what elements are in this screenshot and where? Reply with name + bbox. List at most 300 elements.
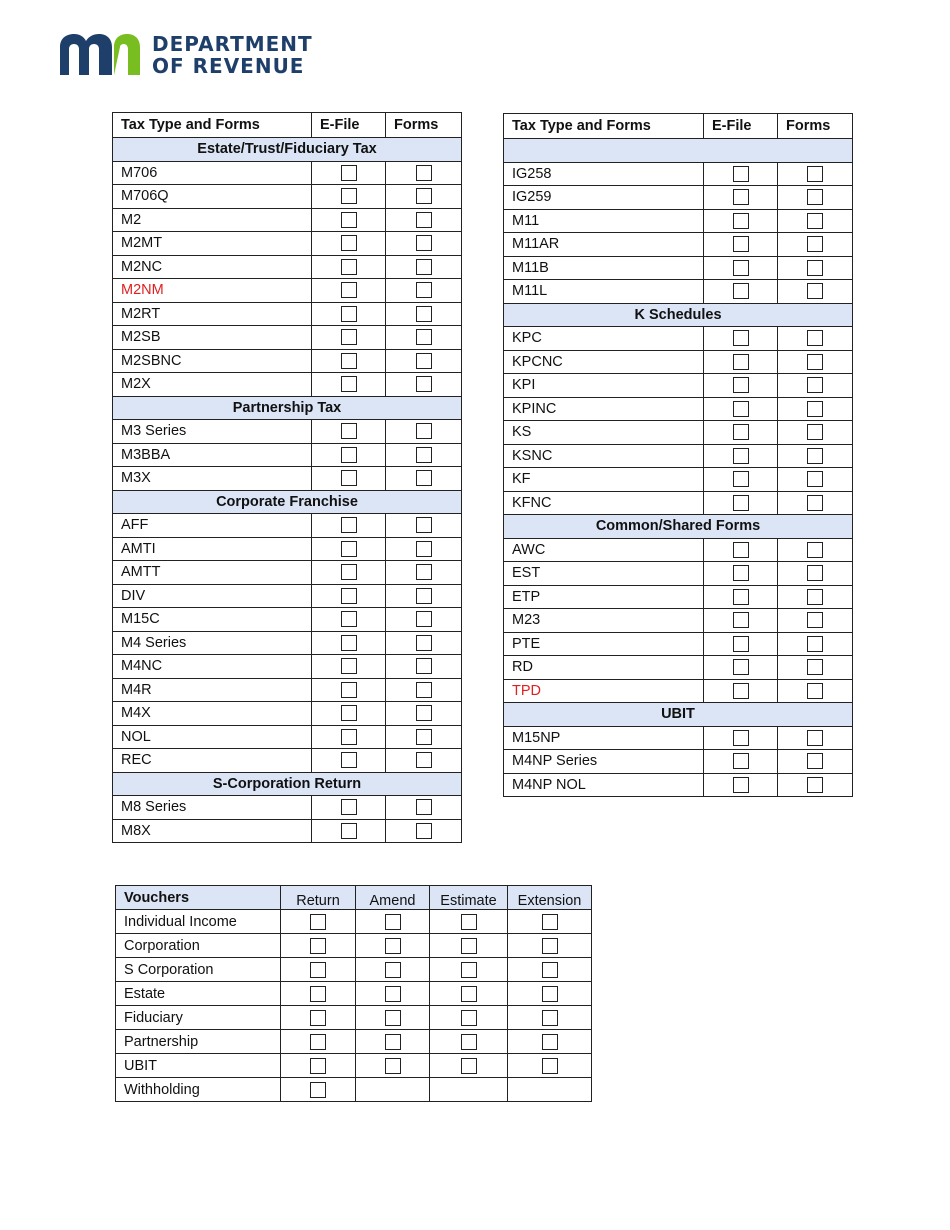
voucher-row: [116, 982, 592, 1006]
efile-checkbox[interactable]: [341, 729, 357, 745]
return-cell: [281, 1030, 356, 1054]
efile-cell: [704, 374, 778, 398]
forms-cell: [386, 537, 462, 561]
estimate-checkbox[interactable]: [461, 914, 477, 930]
forms-checkbox[interactable]: [807, 659, 823, 675]
vouchers-header: Vouchers: [116, 886, 281, 910]
amend-header: Amend: [356, 886, 430, 910]
efile-checkbox[interactable]: [341, 423, 357, 439]
efile-cell: [704, 421, 778, 445]
form-name: TPD: [504, 679, 704, 703]
efile-checkbox[interactable]: [733, 330, 749, 346]
efile-checkbox[interactable]: [341, 447, 357, 463]
efile-checkbox[interactable]: [341, 823, 357, 839]
voucher-row: [116, 1054, 592, 1078]
forms-cell: [386, 443, 462, 467]
return-checkbox[interactable]: [310, 938, 326, 954]
estimate-cell: [430, 982, 508, 1006]
forms-checkbox[interactable]: [416, 306, 432, 322]
amend-checkbox[interactable]: [385, 914, 401, 930]
forms-cell: [778, 397, 853, 421]
forms-checkbox[interactable]: [416, 470, 432, 486]
form-row: [113, 279, 462, 303]
amend-cell: [356, 958, 430, 982]
form-name: IG258: [504, 162, 704, 186]
forms-cell: [778, 562, 853, 586]
form-row: [113, 373, 462, 397]
forms-checkbox[interactable]: [807, 753, 823, 769]
form-name: M11: [504, 209, 704, 233]
efile-checkbox[interactable]: [733, 260, 749, 276]
forms-checkbox[interactable]: [807, 377, 823, 393]
efile-cell: [312, 326, 386, 350]
forms-checkbox[interactable]: [416, 752, 432, 768]
forms-checkbox[interactable]: [807, 636, 823, 652]
form-row: [113, 796, 462, 820]
section-header-row: [113, 138, 462, 162]
forms-cell: [386, 161, 462, 185]
form-row: [504, 233, 853, 257]
form-row: [504, 538, 853, 562]
form-name: M2MT: [113, 232, 312, 256]
estimate-cell: [430, 1006, 508, 1030]
forms-checkbox[interactable]: [807, 260, 823, 276]
forms-cell: [386, 420, 462, 444]
forms-cell: [386, 373, 462, 397]
form-name: AMTI: [113, 537, 312, 561]
forms-cell: [386, 349, 462, 373]
return-cell: [281, 1006, 356, 1030]
estimate-checkbox[interactable]: [461, 938, 477, 954]
extension-checkbox[interactable]: [542, 938, 558, 954]
amend-cell: [356, 1054, 430, 1078]
form-name: M4 Series: [113, 631, 312, 655]
extension-cell: [508, 910, 592, 934]
efile-checkbox[interactable]: [341, 517, 357, 533]
efile-checkbox[interactable]: [733, 495, 749, 511]
form-name: M4R: [113, 678, 312, 702]
form-name: M3X: [113, 467, 312, 491]
return-checkbox[interactable]: [310, 962, 326, 978]
voucher-row: [116, 958, 592, 982]
forms-checkbox[interactable]: [807, 354, 823, 370]
estimate-header: Estimate: [430, 886, 508, 910]
form-row: [113, 702, 462, 726]
efile-cell: [312, 725, 386, 749]
form-name: EST: [504, 562, 704, 586]
forms-checkbox[interactable]: [416, 259, 432, 275]
form-name: KPI: [504, 374, 704, 398]
efile-checkbox[interactable]: [341, 705, 357, 721]
forms-cell: [778, 656, 853, 680]
efile-cell: [312, 702, 386, 726]
col-header-efile: E-File: [312, 113, 386, 138]
forms-checkbox[interactable]: [416, 188, 432, 204]
form-name: M3 Series: [113, 420, 312, 444]
efile-cell: [704, 632, 778, 656]
efile-checkbox[interactable]: [733, 612, 749, 628]
form-row: [504, 468, 853, 492]
forms-cell: [778, 374, 853, 398]
forms-checkbox[interactable]: [416, 282, 432, 298]
logo-line1: DEPARTMENT: [152, 32, 313, 56]
efile-checkbox[interactable]: [341, 635, 357, 651]
return-checkbox[interactable]: [310, 1058, 326, 1074]
efile-checkbox[interactable]: [341, 188, 357, 204]
form-row: [504, 726, 853, 750]
form-name: M2RT: [113, 302, 312, 326]
extension-checkbox[interactable]: [542, 986, 558, 1002]
efile-checkbox[interactable]: [341, 329, 357, 345]
efile-checkbox[interactable]: [733, 166, 749, 182]
col-header-efile: E-File: [704, 114, 778, 139]
efile-checkbox[interactable]: [733, 213, 749, 229]
form-name: AFF: [113, 514, 312, 538]
extension-checkbox[interactable]: [542, 1034, 558, 1050]
efile-checkbox[interactable]: [733, 401, 749, 417]
efile-cell: [312, 678, 386, 702]
forms-checkbox[interactable]: [416, 329, 432, 345]
efile-checkbox[interactable]: [341, 259, 357, 275]
forms-checkbox[interactable]: [416, 682, 432, 698]
forms-cell: [386, 561, 462, 585]
efile-cell: [704, 209, 778, 233]
forms-checkbox[interactable]: [416, 541, 432, 557]
form-row: [113, 161, 462, 185]
return-checkbox[interactable]: [310, 914, 326, 930]
forms-cell: [386, 255, 462, 279]
estimate-cell: [430, 1078, 508, 1102]
forms-cell: [386, 631, 462, 655]
voucher-row: [116, 1078, 592, 1102]
section-title: S-Corporation Return: [113, 772, 462, 796]
efile-cell: [704, 397, 778, 421]
form-row: [504, 209, 853, 233]
forms-checkbox[interactable]: [807, 166, 823, 182]
section-header-row: [113, 772, 462, 796]
form-row: [504, 397, 853, 421]
efile-cell: [704, 750, 778, 774]
forms-checkbox[interactable]: [416, 564, 432, 580]
section-header-row: [504, 703, 853, 727]
forms-checkbox[interactable]: [807, 283, 823, 299]
efile-cell: [312, 655, 386, 679]
return-checkbox[interactable]: [310, 1082, 326, 1098]
estimate-checkbox[interactable]: [461, 1010, 477, 1026]
forms-checkbox[interactable]: [416, 611, 432, 627]
forms-cell: [386, 702, 462, 726]
return-checkbox[interactable]: [310, 1034, 326, 1050]
right-forms-table: [503, 113, 853, 797]
form-name: M2NC: [113, 255, 312, 279]
form-name: ETP: [504, 585, 704, 609]
form-row: [113, 749, 462, 773]
efile-checkbox[interactable]: [733, 189, 749, 205]
form-row: [113, 584, 462, 608]
form-row: [504, 585, 853, 609]
efile-checkbox[interactable]: [733, 636, 749, 652]
forms-cell: [386, 725, 462, 749]
vouchers-table: [115, 885, 592, 1102]
form-name: RD: [504, 656, 704, 680]
efile-checkbox[interactable]: [733, 471, 749, 487]
efile-cell: [704, 679, 778, 703]
form-name: KS: [504, 421, 704, 445]
forms-checkbox[interactable]: [416, 705, 432, 721]
forms-checkbox[interactable]: [416, 165, 432, 181]
forms-checkbox[interactable]: [807, 471, 823, 487]
efile-checkbox[interactable]: [341, 564, 357, 580]
form-name: AMTT: [113, 561, 312, 585]
efile-checkbox[interactable]: [733, 424, 749, 440]
efile-checkbox[interactable]: [733, 542, 749, 558]
efile-checkbox[interactable]: [341, 165, 357, 181]
form-name: M11B: [504, 256, 704, 280]
extension-checkbox[interactable]: [542, 962, 558, 978]
section-header-row: [504, 139, 853, 163]
form-name: M4NP Series: [504, 750, 704, 774]
extension-cell: [508, 1030, 592, 1054]
forms-checkbox[interactable]: [416, 447, 432, 463]
efile-checkbox[interactable]: [341, 611, 357, 627]
forms-checkbox[interactable]: [807, 777, 823, 793]
form-name: M3BBA: [113, 443, 312, 467]
section-header-row: [113, 396, 462, 420]
efile-checkbox[interactable]: [341, 306, 357, 322]
form-row: [113, 467, 462, 491]
efile-cell: [312, 631, 386, 655]
efile-cell: [704, 350, 778, 374]
efile-checkbox[interactable]: [341, 541, 357, 557]
form-row: [504, 491, 853, 515]
forms-checkbox[interactable]: [416, 588, 432, 604]
forms-checkbox[interactable]: [807, 612, 823, 628]
forms-checkbox[interactable]: [807, 424, 823, 440]
form-row: [504, 374, 853, 398]
form-name: KFNC: [504, 491, 704, 515]
amend-checkbox[interactable]: [385, 1058, 401, 1074]
efile-checkbox[interactable]: [733, 565, 749, 581]
amend-checkbox[interactable]: [385, 1034, 401, 1050]
forms-cell: [386, 819, 462, 843]
extension-checkbox[interactable]: [542, 914, 558, 930]
section-title: UBIT: [504, 703, 853, 727]
efile-checkbox[interactable]: [733, 683, 749, 699]
efile-cell: [312, 819, 386, 843]
efile-cell: [704, 562, 778, 586]
form-name: M2NM: [113, 279, 312, 303]
forms-cell: [778, 233, 853, 257]
forms-checkbox[interactable]: [416, 212, 432, 228]
form-row: [504, 656, 853, 680]
form-name: KPINC: [504, 397, 704, 421]
amend-checkbox[interactable]: [385, 938, 401, 954]
estimate-checkbox[interactable]: [461, 1034, 477, 1050]
efile-cell: [704, 726, 778, 750]
efile-checkbox[interactable]: [341, 470, 357, 486]
form-row: [113, 443, 462, 467]
efile-checkbox[interactable]: [341, 682, 357, 698]
forms-cell: [386, 584, 462, 608]
form-name: M2: [113, 208, 312, 232]
estimate-cell: [430, 934, 508, 958]
estimate-checkbox[interactable]: [461, 962, 477, 978]
voucher-name: S Corporation: [116, 958, 281, 982]
forms-checkbox[interactable]: [416, 517, 432, 533]
form-name: NOL: [113, 725, 312, 749]
extension-checkbox[interactable]: [542, 1010, 558, 1026]
forms-cell: [778, 773, 853, 797]
efile-cell: [704, 162, 778, 186]
forms-checkbox[interactable]: [416, 799, 432, 815]
forms-checkbox[interactable]: [807, 448, 823, 464]
amend-cell: [356, 934, 430, 958]
forms-cell: [386, 796, 462, 820]
efile-checkbox[interactable]: [341, 658, 357, 674]
extension-header: Extension: [508, 886, 592, 910]
efile-cell: [704, 327, 778, 351]
forms-checkbox[interactable]: [416, 423, 432, 439]
vouchers-header-row: [116, 886, 592, 910]
forms-checkbox[interactable]: [807, 495, 823, 511]
forms-checkbox[interactable]: [416, 353, 432, 369]
form-name: M23: [504, 609, 704, 633]
efile-checkbox[interactable]: [733, 448, 749, 464]
voucher-row: [116, 1030, 592, 1054]
section-title: Estate/Trust/Fiduciary Tax: [113, 138, 462, 162]
efile-checkbox[interactable]: [733, 659, 749, 675]
forms-checkbox[interactable]: [807, 542, 823, 558]
efile-cell: [704, 256, 778, 280]
forms-cell: [778, 421, 853, 445]
amend-checkbox[interactable]: [385, 986, 401, 1002]
forms-checkbox[interactable]: [807, 189, 823, 205]
forms-checkbox[interactable]: [807, 330, 823, 346]
forms-checkbox[interactable]: [807, 683, 823, 699]
form-row: [504, 256, 853, 280]
col-header-type: Tax Type and Forms: [113, 113, 312, 138]
section-title: Partnership Tax: [113, 396, 462, 420]
return-header: Return: [281, 886, 356, 910]
form-row: [113, 514, 462, 538]
extension-cell: [508, 958, 592, 982]
efile-checkbox[interactable]: [733, 283, 749, 299]
form-name: IG259: [504, 186, 704, 210]
form-row: [113, 349, 462, 373]
form-row: [113, 208, 462, 232]
form-row: [504, 632, 853, 656]
extension-checkbox[interactable]: [542, 1058, 558, 1074]
voucher-name: Partnership: [116, 1030, 281, 1054]
form-name: M2SB: [113, 326, 312, 350]
form-row: [504, 773, 853, 797]
efile-checkbox[interactable]: [341, 799, 357, 815]
forms-checkbox[interactable]: [416, 376, 432, 392]
forms-checkbox[interactable]: [416, 729, 432, 745]
estimate-checkbox[interactable]: [461, 986, 477, 1002]
estimate-checkbox[interactable]: [461, 1058, 477, 1074]
forms-checkbox[interactable]: [416, 823, 432, 839]
efile-checkbox[interactable]: [733, 377, 749, 393]
voucher-name: UBIT: [116, 1054, 281, 1078]
forms-checkbox[interactable]: [807, 401, 823, 417]
estimate-cell: [430, 1030, 508, 1054]
form-row: [504, 280, 853, 304]
form-name: M15C: [113, 608, 312, 632]
efile-checkbox[interactable]: [733, 730, 749, 746]
form-row: [504, 162, 853, 186]
forms-checkbox[interactable]: [807, 565, 823, 581]
efile-checkbox[interactable]: [733, 753, 749, 769]
form-row: [504, 186, 853, 210]
forms-checkbox[interactable]: [416, 635, 432, 651]
form-name: M2X: [113, 373, 312, 397]
efile-checkbox[interactable]: [733, 236, 749, 252]
forms-checkbox[interactable]: [416, 235, 432, 251]
form-row: [113, 631, 462, 655]
form-name: M2SBNC: [113, 349, 312, 373]
forms-cell: [778, 726, 853, 750]
efile-checkbox[interactable]: [341, 588, 357, 604]
amend-cell: [356, 1030, 430, 1054]
return-checkbox[interactable]: [310, 986, 326, 1002]
form-name: M15NP: [504, 726, 704, 750]
forms-checkbox[interactable]: [807, 730, 823, 746]
amend-checkbox[interactable]: [385, 1010, 401, 1026]
return-checkbox[interactable]: [310, 1010, 326, 1026]
forms-cell: [386, 749, 462, 773]
efile-cell: [312, 749, 386, 773]
forms-checkbox[interactable]: [416, 658, 432, 674]
voucher-name: Individual Income: [116, 910, 281, 934]
estimate-cell: [430, 910, 508, 934]
department-logo: [58, 33, 313, 77]
efile-cell: [312, 232, 386, 256]
efile-checkbox[interactable]: [341, 752, 357, 768]
forms-checkbox[interactable]: [807, 236, 823, 252]
efile-cell: [704, 609, 778, 633]
efile-checkbox[interactable]: [341, 353, 357, 369]
return-cell: [281, 934, 356, 958]
efile-checkbox[interactable]: [341, 235, 357, 251]
voucher-name: Fiduciary: [116, 1006, 281, 1030]
efile-cell: [312, 255, 386, 279]
department-name: [152, 33, 313, 77]
efile-checkbox[interactable]: [341, 212, 357, 228]
efile-checkbox[interactable]: [733, 589, 749, 605]
forms-checkbox[interactable]: [807, 589, 823, 605]
efile-checkbox[interactable]: [733, 777, 749, 793]
efile-cell: [312, 302, 386, 326]
forms-cell: [778, 632, 853, 656]
table-header-row: [113, 113, 462, 138]
efile-checkbox[interactable]: [733, 354, 749, 370]
efile-cell: [704, 186, 778, 210]
forms-checkbox[interactable]: [807, 213, 823, 229]
voucher-row: [116, 910, 592, 934]
form-name: AWC: [504, 538, 704, 562]
amend-checkbox[interactable]: [385, 962, 401, 978]
form-row: [113, 678, 462, 702]
extension-cell: [508, 934, 592, 958]
return-cell: [281, 910, 356, 934]
forms-cell: [778, 609, 853, 633]
efile-checkbox[interactable]: [341, 376, 357, 392]
form-row: [504, 350, 853, 374]
section-header-row: [504, 303, 853, 327]
form-row: [504, 444, 853, 468]
efile-checkbox[interactable]: [341, 282, 357, 298]
